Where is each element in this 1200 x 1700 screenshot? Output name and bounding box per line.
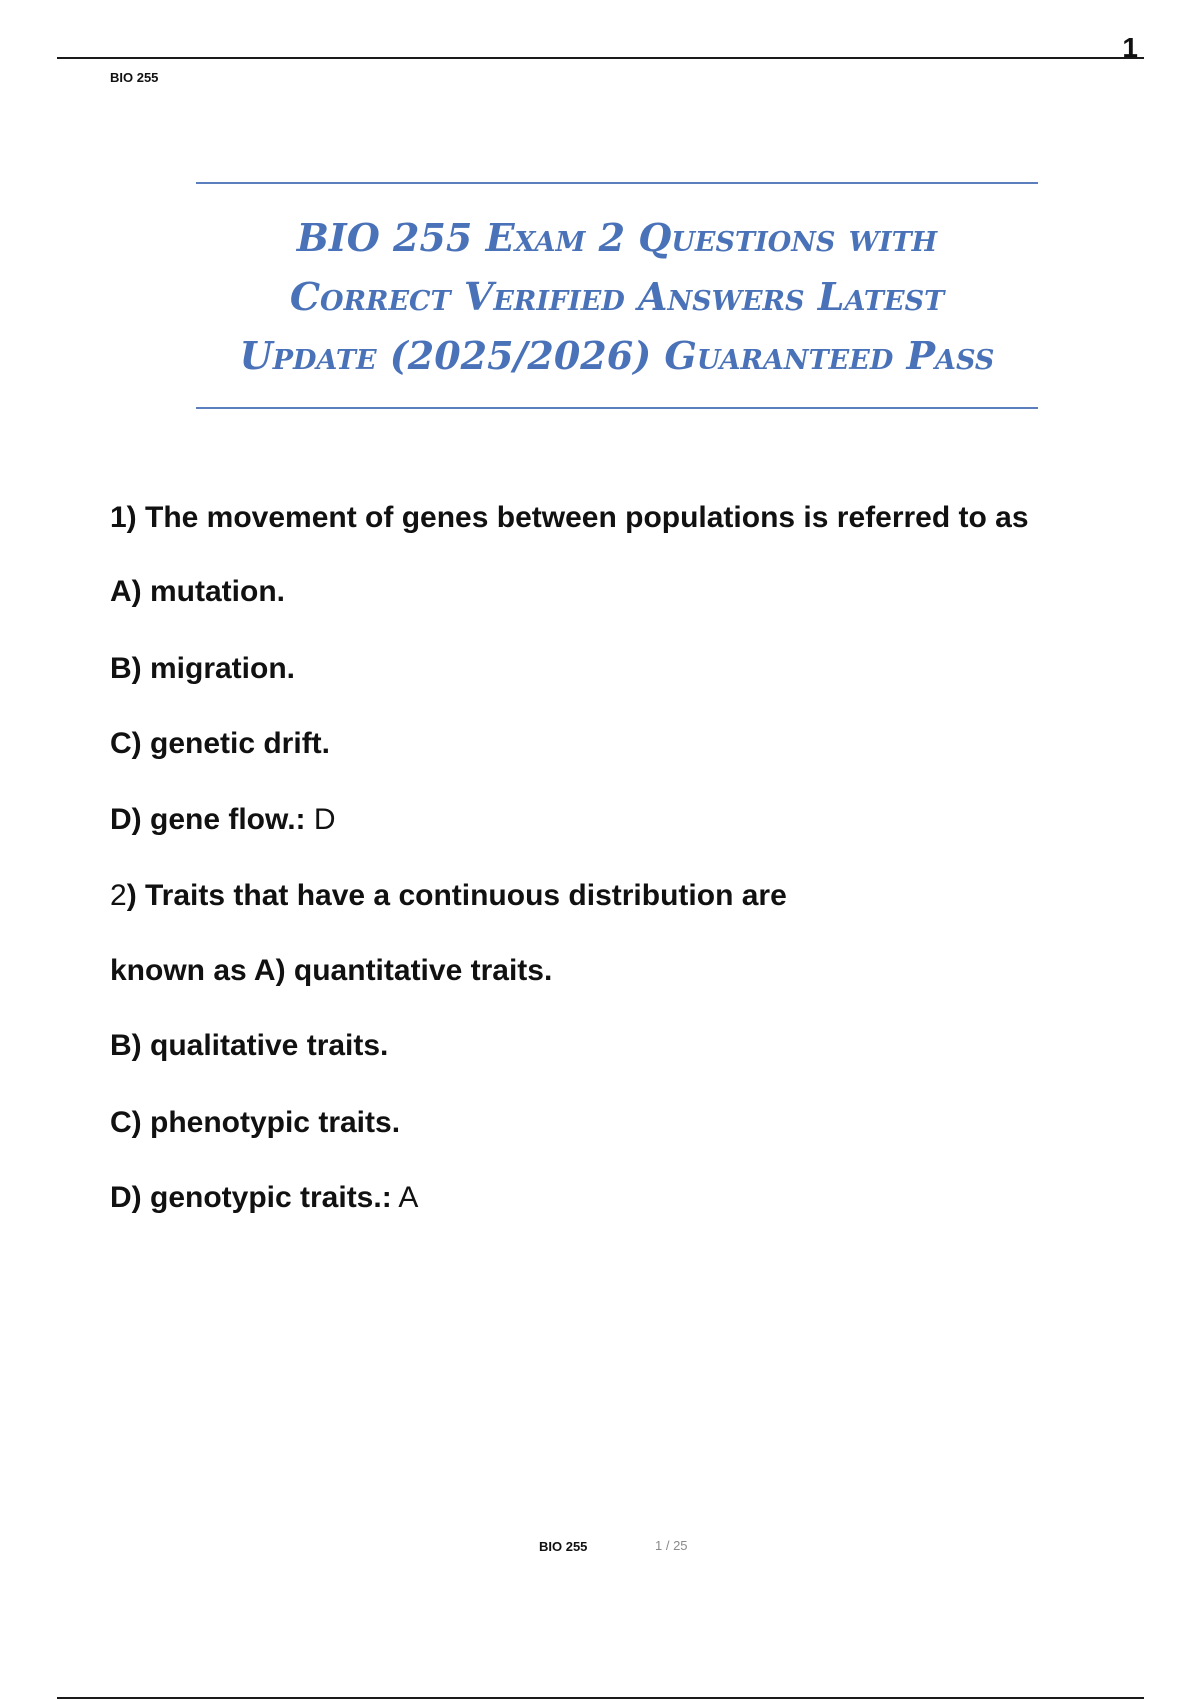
question-1-prompt: 1) The movement of genes between populations is referred to as: [110, 501, 1029, 534]
question-2-prompt: [110, 878, 1140, 914]
document-title-line-1: BIO 255 Exam 2 Questions with: [296, 215, 938, 260]
question-1-option-b: B) migration.: [110, 652, 295, 685]
question-2-option-d: [110, 1180, 1140, 1216]
header-course-label: BIO 255: [110, 70, 159, 85]
document-title-block: [196, 182, 1038, 409]
question-1-option-c: C) genetic drift.: [110, 727, 331, 760]
question-1-option-d-text: D) gene flow.:: [110, 803, 306, 836]
question-list: [110, 500, 1140, 1216]
document-title-line-3: Update (2025/2026) Guaranteed Pass: [239, 333, 995, 378]
question-1-answer: D: [313, 803, 336, 836]
question-1-option-a: A) mutation.: [110, 575, 285, 608]
footer-rule: [57, 1697, 1144, 1699]
question-1-option-d: [110, 802, 1140, 838]
question-2-option-b: B) qualitative traits.: [110, 1029, 389, 1062]
document-title-line-2: Correct Verified Answers Latest: [289, 274, 945, 319]
page-number: 1: [1122, 32, 1138, 63]
question-2-prompt-line-1: ) Traits that have a continuous distribution are: [126, 879, 787, 912]
question-2-number: 2: [110, 879, 127, 912]
question-2-option-c: C) phenotypic traits.: [110, 1106, 401, 1139]
footer-course-label: BIO 255: [539, 1539, 588, 1554]
header-rule: [57, 57, 1144, 59]
question-2-answer: A: [398, 1181, 419, 1214]
question-2-option-d-text: D) genotypic traits.:: [110, 1181, 392, 1214]
footer-page-indicator: 1 / 25: [655, 1538, 688, 1553]
question-2-prompt-line-2: known as A) quantitative traits.: [110, 954, 553, 987]
